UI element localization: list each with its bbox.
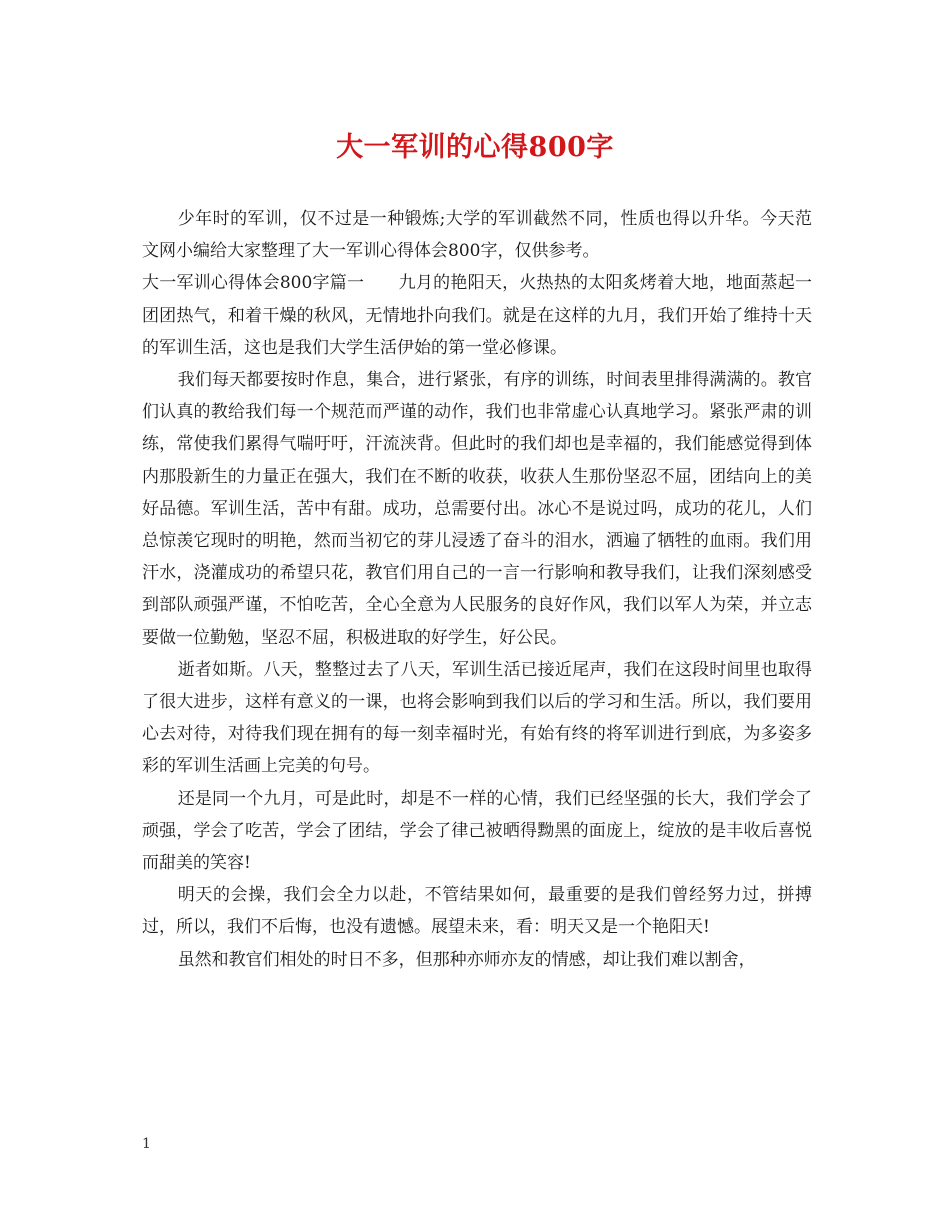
paragraph-instructors: 虽然和教官们相处的时日不多，但那种亦师亦友的情感，却让我们难以割舍， <box>177 949 756 970</box>
page-number: 1 <box>142 1136 151 1152</box>
paragraph-intro: 少年时的军训，仅不过是一种锻炼;大学的军训截然不同，性质也得以升华。今天范文网小编给大家整理了大一军训心得体会800字，仅供参考。 <box>142 209 812 262</box>
paragraph-section-one: 大一军训心得体会800字篇一 九月的艳阳天，火热热的太阳炙烤着大地，地面蒸起一团团热气，和着干燥的秋风，无情地扑向我们。就是在这样的九月，我们开始了维持十天的军训生活，这也是我们大学生活伊始的第一堂必修课。 <box>142 273 812 358</box>
paragraph-time-passing: 逝者如斯。八天，整整过去了八天，军训生活已接近尾声，我们在这段时间里也取得了很大进步，这样有意义的一课，也将会影响到我们以后的学习和生活。所以，我们要用心去对待，对待我们现在拥有的每一刻幸福时光，有始有终的将军训进行到底，为多姿多彩的军训生活画上完美的句号。 <box>142 659 812 777</box>
paragraph-drill-show: 明天的会操，我们会全力以赴，不管结果如何，最重要的是我们曾经努力过，拼搏过，所以，我们不后悔，也没有遗憾。展望未来，看：明天又是一个艳阳天! <box>142 885 812 938</box>
paragraph-september: 还是同一个九月，可是此时，却是不一样的心情，我们已经坚强的长大，我们学会了顽强，学会了吃苦，学会了团结，学会了律己被晒得黝黑的面庞上，绽放的是丰收后喜悦而甜美的笑容! <box>142 788 812 874</box>
document-title: 大一军训的心得800字 <box>336 132 614 163</box>
document-body <box>142 203 812 976</box>
paragraph-training: 我们每天都要按时作息，集合，进行紧张，有序的训练，时间表里排得满满的。教官们认真的教给我们每一个规范而严谨的动作，我们也非常虚心认真地学习。紧张严肃的训练，常使我们累得气喘吁吁，汗流浃背。但此时的我们却也是幸福的，我们能感觉得到体内那股新生的力量正在强大，我们在不断的收获，收获人生那份坚忍不屈，团结向上的美好品德。军训生活，苦中有甜。成功，总需要付出。冰心不是说过吗，成功的花儿，人们总惊羡它现时的明艳，然而当初它的芽儿浸透了奋斗的泪水，洒遍了牺牲的血雨。我们用汗水，浇灌成功的希望只花，教官们用自己的一言一行影响和教导我们，让我们深刻感受到部队顽强严谨，不怕吃苦，全心全意为人民服务的良好作风，我们以军人为荣，并立志要做一位勤勉，坚忍不屈，积极进取的好学生，好公民。 <box>142 370 812 648</box>
